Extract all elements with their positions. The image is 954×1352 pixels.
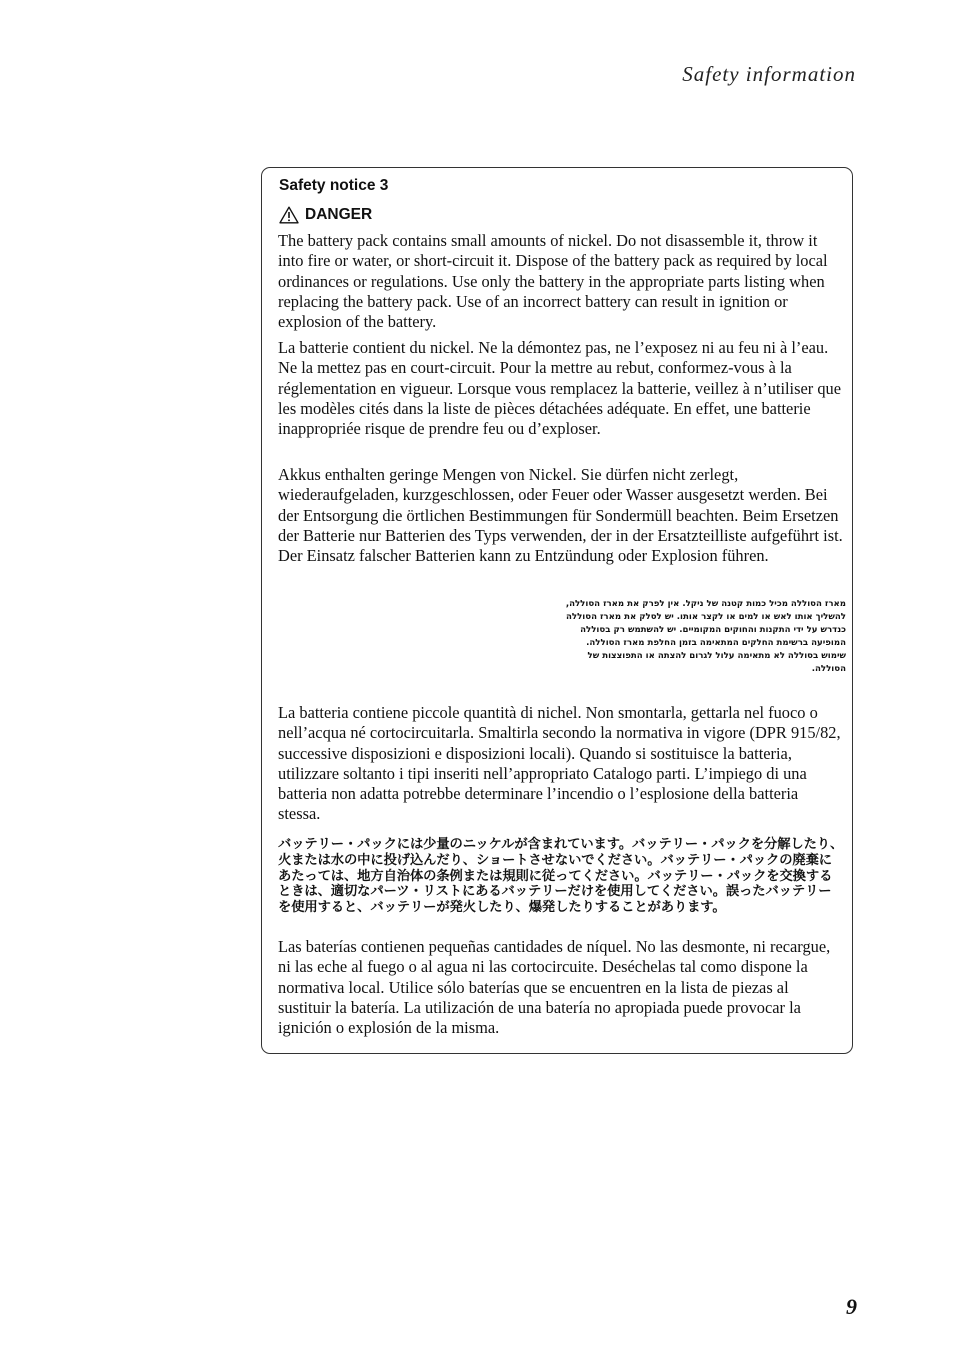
notice-text-italian: La batteria contiene piccole quantità di nichel. Non smontarla, gettarla nel fuoco o nell’acqua né cortocircuitarla. Smaltirla secondo la normativa in vigore (DPR 915/82, successive disposizioni e disposizioni locali). Quando si sostituisce la batteria, utilizzare soltanto i tipi inseriti nell’appropriato Catalogo parti. L’impiego di una batteria non adatta potrebbe determinare l’incendio o l’esplosione della batteria stessa. bbox=[278, 703, 841, 824]
warning-triangle-icon bbox=[279, 206, 299, 224]
notice-title: Safety notice 3 bbox=[279, 177, 389, 194]
danger-heading bbox=[279, 206, 372, 224]
notice-text-spanish: Las baterías contienen pequeñas cantidades de níquel. No las desmonte, ni recargue, ni las eche al fuego o al agua ni las cortocircuite. Deséchelas tal como dispone la normativa local. Utilice sólo baterías que se encuentren en la lista de piezas al sustituir la batería. La utilización de una batería no apropiada puede provocar la ignición o explosión de la misma. bbox=[278, 937, 831, 1038]
page-number: 9 bbox=[846, 1294, 857, 1319]
notice-text-german: Akkus enthalten geringe Mengen von Nickel. Sie dürfen nicht zerlegt, wiederaufgeladen, kurzgeschlossen, oder Feuer oder Wasser ausgesetzt werden. Bei der Entsorgung die örtlichen Bestimmungen für Sondermüll beachten. Beim Ersetzen der Batterie nur Batterien des Typs verwenden, der in der Ersatzteilliste aufgeführt ist. Der Einsatz falscher Batterien kann zu Entzündung oder Explosion führen. bbox=[278, 465, 843, 566]
danger-label: DANGER bbox=[305, 206, 373, 223]
notice-text-english: The battery pack contains small amounts of nickel. Do not disassemble it, throw it into fire or water, or short-circuit it. Dispose of the battery pack as required by local ordinances or regulations. Use only the battery in the appropriate parts listing when replacing the battery pack. Use of an incorrect battery can result in ignition or explosion of the battery. bbox=[278, 231, 828, 332]
notice-text-french: La batterie contient du nickel. Ne la démontez pas, ne l’exposez ni au feu ni à l’eau. Ne la mettez pas en court-circuit. Pour la mettre au rebut, conformez-vous à la réglementation en vigueur. Lorsque vous remplacez la batterie, veillez à n’utiliser que les modèles cités dans la liste de pièces détachées adéquate. En effet, une batterie inappropriée risque de prendre feu ou d’exploser. bbox=[278, 338, 841, 439]
notice-text-japanese: バッテリー・パックには少量のニッケルが含まれています。バッテリー・パックを分解したり、火または水の中に投げ込んだり、ショートさせないでください。バッテリー・パックの廃棄にあたっては、地方自治体の条例または規則に従ってください。バッテリー・パックを交換するときは、適切なパーツ・リストにあるバッテリーだけを使用してください。誤ったバッテリーを使用すると、バッテリーが発火したり、爆発したりすることがあります。 bbox=[278, 837, 844, 916]
safety-notice-box bbox=[261, 167, 853, 1054]
notice-text-hebrew: מארז הסוללה מכיל כמות קטנה של ניקל. אין לפרק את מארז הסוללה, להשליך אותו לאש או למים או לקצר אותו. יש לסלק את מארז הסוללה כנדרש על ידי התקנות והחוקים המקומיים. יש להשתמש רק בסוללה המופיעה ברשימת החלקים המתאימה בזמן החלפת מארז הסוללה. שימוש בסוללה לא מתאימה עלול לגרום להצתה או התפוצצות של הסוללה. bbox=[565, 599, 846, 674]
running-header: Safety information bbox=[682, 62, 856, 86]
